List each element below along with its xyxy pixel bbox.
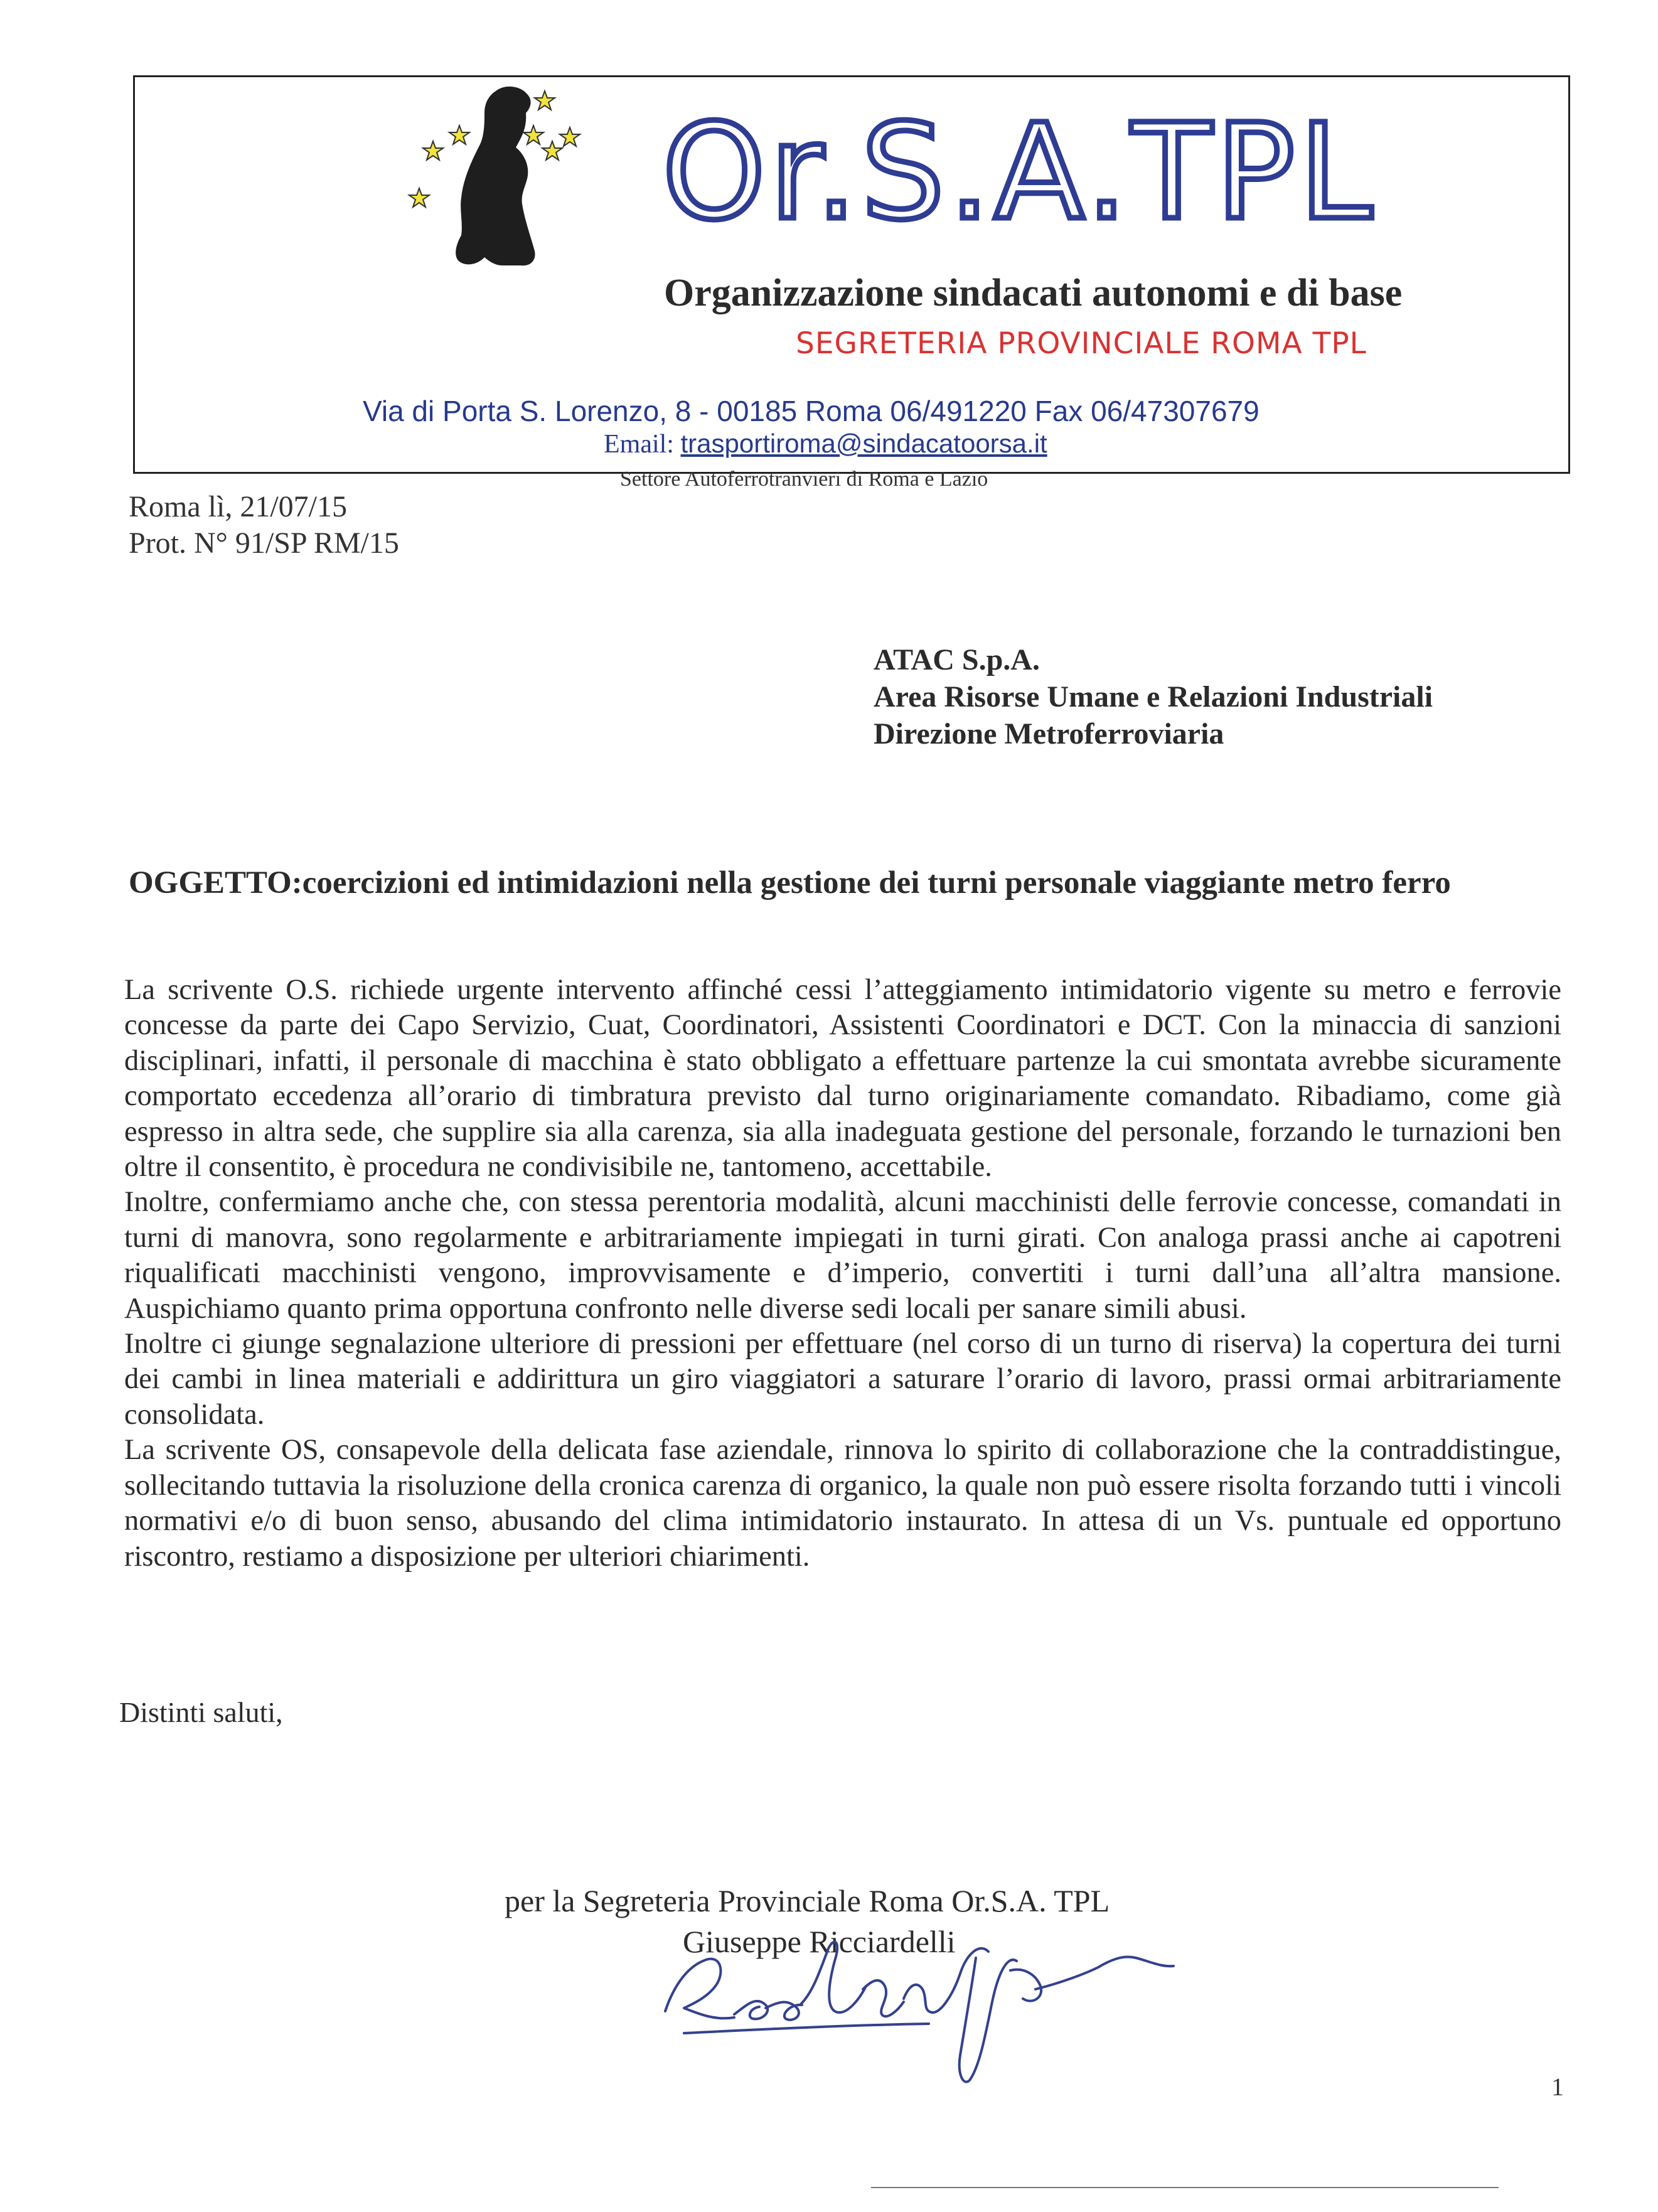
sector-line: Settore Autoferrotranvieri di Roma e Lazio <box>620 468 988 491</box>
star-icon <box>449 126 469 144</box>
star-icon <box>535 91 555 110</box>
recipient-line: Direzione Metroferroviaria <box>874 717 1224 751</box>
email-link[interactable]: trasportiroma@sindacatoorsa.it <box>680 429 1047 458</box>
signatory-name: Giuseppe Ricciardelli <box>683 1924 956 1959</box>
body-paragraph: La scrivente OS, consapevole della delicata fase aziendale, rinnova lo spirito di collaborazione che la contraddistingue, sollecitando tuttavia la risoluzione della cronica carenza di organico, la quale non può essere risolta forzando tutti i vincoli normativi e/o di buon senso, abusando del clima intimidatorio instaurato. In attesa di un Vs. puntuale ed opportuno riscontro, restiamo a disposizione per ulteriori chiarimenti. <box>124 1434 1561 1573</box>
star-icon <box>409 188 429 207</box>
recipient-line: Area Risorse Umane e Relazioni Industriali <box>874 680 1433 713</box>
star-icon <box>542 141 562 160</box>
letter-body <box>124 973 1561 1574</box>
protocol-number: Prot. N° 91/SP RM/15 <box>129 526 399 560</box>
department-name: SEGRETERIA PROVINCIALE ROMA TPL <box>796 326 1367 361</box>
place-and-date: Roma lì, 21/07/15 <box>129 490 347 523</box>
bottom-divider <box>871 2187 1499 2188</box>
body-paragraph: Inoltre ci giunge segnalazione ulteriore di pressioni per effettuare (nel corso di un turno di riserva) la copertura dei turni dei cambi in linea materiali e addirittura un giro viaggiatori a saturare l’orario di lavoro, prassi ormai arbitrariamente consolidata. <box>124 1328 1561 1431</box>
signature-title: per la Segreteria Provinciale Roma Or.S.A. TPL <box>505 1883 1110 1918</box>
page-number: 1 <box>1551 2073 1564 2101</box>
email-label: Email: <box>604 430 674 459</box>
star-icon <box>560 127 580 146</box>
email-row <box>604 429 1047 459</box>
organization-full-name: Organizzazione sindacati autonomi e di base <box>664 272 1403 314</box>
star-icon <box>523 126 543 144</box>
bear-with-stars-logo <box>402 78 590 273</box>
recipient-line: ATAC S.p.A. <box>874 643 1040 676</box>
handwritten-signature <box>646 1879 1211 2105</box>
star-icon <box>423 141 443 160</box>
subject-line: OGGETTO:coercizioni ed intimidazioni nella gestione dei turni personale viaggiante metro ferro <box>129 865 1451 900</box>
body-paragraph: La scrivente O.S. richiede urgente intervento affinché cessi l’atteggiamento intimidatorio vigente su metro e ferrovie concesse da parte dei Capo Servizio, Cuat, Coordinatori, Assistenti Coordinatori e DCT. Con la minaccia di sanzioni disciplinari, infatti, il personale di macchina è stato obbligato a effettuare partenze la cui smontata avrebbe sicuramente comportato eccedenza all’orario di timbratura previsto dal turno originariamente comandato. Ribadiamo, come già espresso in altra sede, che supplire sia alla carenza, sia alla inadeguata gestione del personale, forzando le turnazioni ben oltre il consentito, è procedura ne condivisibile ne, tantomeno, accettabile. <box>124 974 1561 1183</box>
body-paragraph: Inoltre, confermiamo anche che, con stessa perentoria modalità, alcuni macchinisti delle ferrovie concesse, comandati in turni di manovra, sono regolarmente e arbitrariamente impiegati in turni girati. Con analoga prassi anche ai capotreni riqualificati macchinisti vengono, improvvisamente e d’imperio, convertiti i turni dall’una all’altra mansione. Auspichiamo quanto prima opportuna confronto nelle diverse sedi locali per sanare simili abusi. <box>124 1186 1561 1325</box>
organization-address: Via di Porta S. Lorenzo, 8 - 00185 Roma 06/491220 Fax 06/47307679 <box>363 395 1260 427</box>
closing-salutation: Distinti saluti, <box>119 1696 283 1728</box>
organization-logo-title: Or.S.A.TPL <box>662 95 1376 249</box>
